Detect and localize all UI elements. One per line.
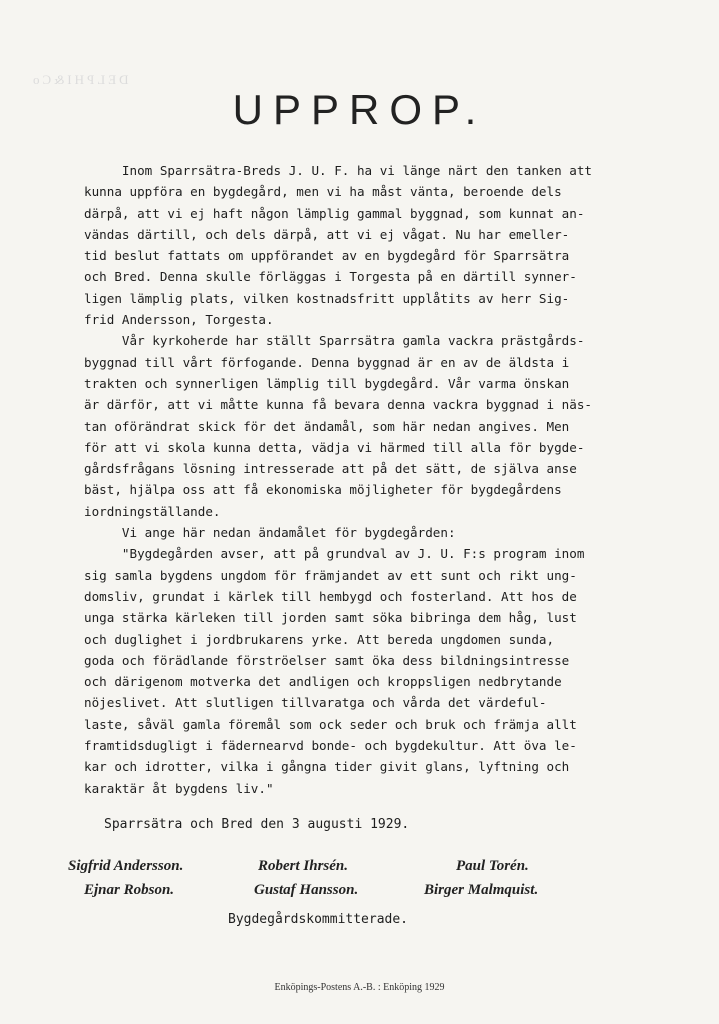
signature: Paul Torén. <box>456 858 529 874</box>
text-line: tan oförändrat skick för det ändamål, som här nedan angives. Men <box>84 418 570 434</box>
watermark-logo: DELPHI&Co <box>30 72 129 87</box>
signature: Sigfrid Andersson. <box>68 858 184 874</box>
text-line: iordningställande. <box>84 503 221 519</box>
text-line: goda och förädlande förströelser samt öka dess bildningsintresse <box>84 652 570 668</box>
body-text <box>84 160 636 799</box>
signature: Gustaf Hansson. <box>254 882 359 898</box>
text-line: frid Andersson, Torgesta. <box>84 312 274 328</box>
text-line: framtidsdugligt i fädernearvd bonde- och bygdekultur. Att öva le- <box>84 738 577 754</box>
text-line: gårdsfrågans lösning intresserade att på det sätt, de själva anse <box>84 461 577 477</box>
text-line: laste, såväl gamla föremål som ock seder och bruk och främja allt <box>84 716 577 732</box>
signature: Ejnar Robson. <box>84 882 175 898</box>
signature-row <box>68 882 628 906</box>
text-line: domsliv, grundat i kärlek till hembygd och fosterland. Att hos de <box>84 588 577 604</box>
text-line: karaktär åt bygdens liv." <box>84 780 274 796</box>
text-line: "Bygdegården avser, att på grundval av J. U. F:s program inom <box>84 546 585 562</box>
signatures <box>68 858 628 906</box>
text-line: bäst, hjälpa oss att få ekonomiska möjligheter för bygdegårdens <box>84 482 562 498</box>
text-line: Vi ange här nedan ändamålet för bygdegården: <box>84 525 456 541</box>
text-line: byggnad till vårt förfogande. Denna byggnad är en av de äldsta i <box>84 354 570 370</box>
text-line: kunna uppföra en bygdegård, men vi ha måst vänta, beroende dels <box>84 184 562 200</box>
text-line: och duglighet i jordbrukarens yrke. Att bereda ungdomen sunda, <box>84 631 555 647</box>
printer-footer: Enköpings-Postens A.-B. : Enköping 1929 <box>274 982 445 993</box>
date-line: Sparrsätra och Bred den 3 augusti 1929. <box>104 817 410 832</box>
text-line: kar och idrotter, vilka i gångna tider givit glans, lyftning och <box>84 759 570 775</box>
text-line: och Bred. Denna skulle förläggas i Torgesta på en därtill synner- <box>84 269 577 285</box>
page-title: UPPROP. <box>232 86 487 133</box>
text-line: och därigenom motverka det andligen och kroppsligen nedbrytande <box>84 674 562 690</box>
text-line: trakten och synnerligen lämplig till bygdegård. Vår varma önskan <box>84 375 570 391</box>
text-line: Vår kyrkoherde har ställt Sparrsätra gamla vackra prästgårds- <box>84 333 585 349</box>
text-line: ligen lämplig plats, vilken kostnadsfritt upplåtits av herr Sig- <box>84 290 570 306</box>
text-line: vändas därtill, och dels därpå, att vi ej vågat. Nu har emeller- <box>84 226 570 242</box>
text-line: för att vi skola kunna detta, vädja vi härmed till alla för bygde- <box>84 439 585 455</box>
text-line: Inom Sparrsätra-Breds J. U. F. ha vi länge närt den tanken att <box>84 163 592 178</box>
text-line: nöjeslivet. Att slutligen tillvaratga och vårda det värdeful- <box>84 695 547 711</box>
signature: Robert Ihrsén. <box>258 858 349 874</box>
text-line: är därför, att vi måtte kunna få bevara denna vackra byggnad i näs- <box>84 397 592 413</box>
signature-row <box>68 858 628 882</box>
signature: Birger Malmquist. <box>424 882 539 898</box>
text-line: tid beslut fattats om uppförandet av en bygdegård för Sparrsätra <box>84 248 570 264</box>
text-line: sig samla bygdens ungdom för främjandet av ett sunt och rikt ung- <box>84 567 577 583</box>
committee-label: Bygdegårdskommitterade. <box>228 912 409 927</box>
text-line: därpå, att vi ej haft någon lämplig gammal byggnad, som kunnat an- <box>84 205 585 221</box>
text-line: unga stärka kärleken till jorden samt söka bibringa dem håg, lust <box>84 610 577 626</box>
